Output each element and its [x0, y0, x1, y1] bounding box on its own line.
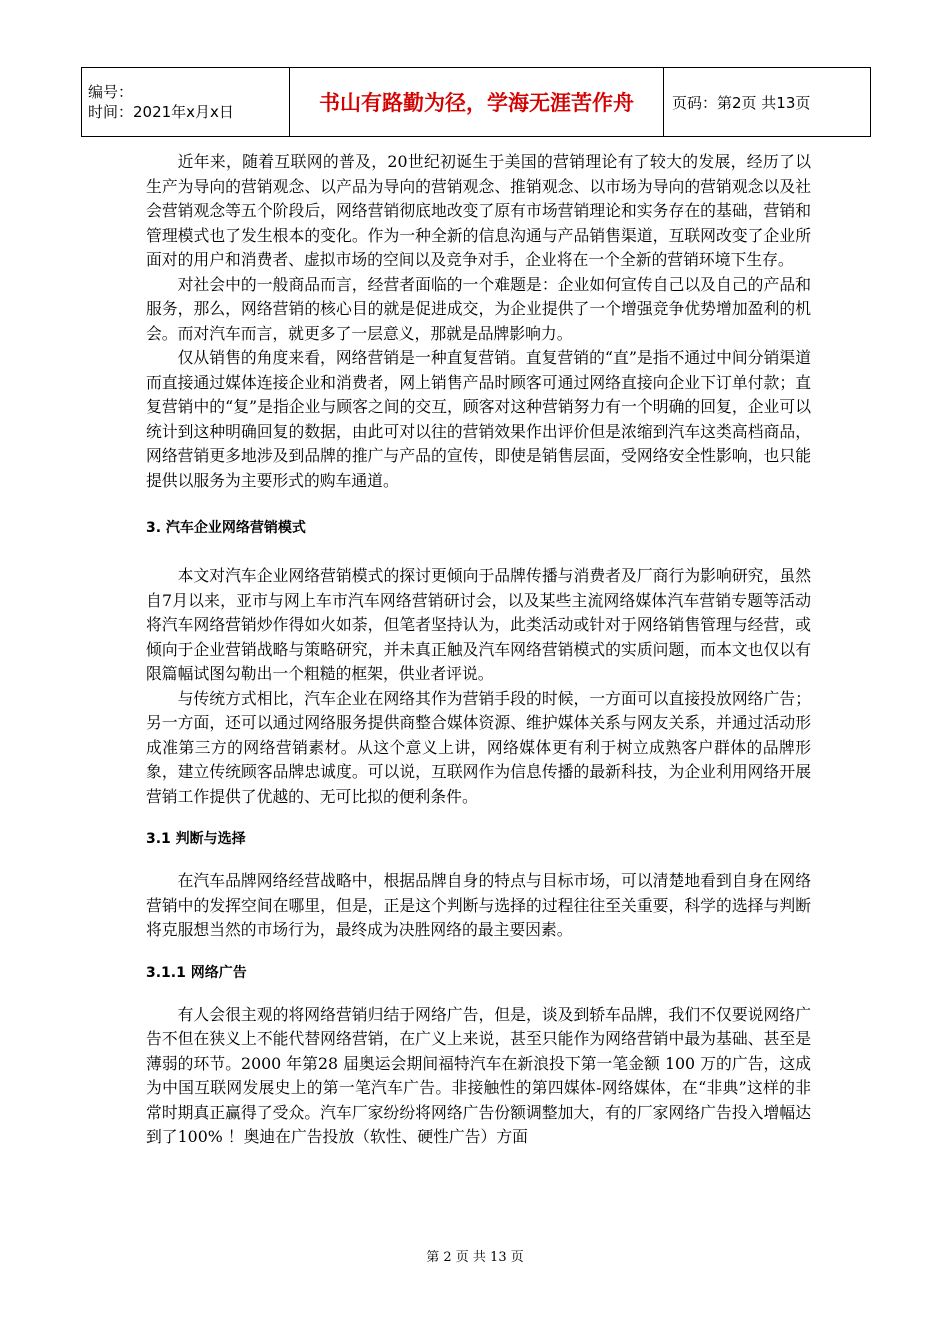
- paragraph: 近年来，随着互联网的普及，20世纪初诞生于美国的营销理论有了较大的发展，经历了以生产为导向的营销观念、以产品为导向的营销观念、推销观念、以市场为导向的营销观念以及社会营销观念等五个阶段后，网络营销彻底地改变了原有市场营销理论和实务存在的基础，营销和管理模式也了发生根本的变化。作为一种全新的信息沟通与产品销售渠道，互联网改变了企业所面对的用户和消费者、虚拟市场的空间以及竞争对手，企业将在一个全新的营销环境下生存。: [146, 152, 811, 269]
- paragraph: 有人会很主观的将网络营销归结于网络广告，但是，谈及到轿车品牌，我们不仅要说网络广告不但在狭义上不能代替网络营销，在广义上来说，甚至只能作为网络营销中最为基础、甚至是薄弱的环节。2000 年第28 届奥运会期间福特汽车在新浪投下第一笔金额 100 万的广告，这成为中国互联网发展史上的第一笔汽车广告。非接触性的第四媒体-网络媒体，在“非典”这样的非常时期真正赢得了受众。汽车厂家纷纷将网络广告份额调整加大，有的厂家网络广告投入增幅达到了100% ！奥迪在广告投放（软性、硬性广告）方面: [146, 1004, 811, 1146]
- page-footer: 第 2 页 共 13 页: [426, 1250, 524, 1265]
- header-table: [81, 67, 871, 137]
- document-time-label: 时间：2021年x月x日: [88, 103, 234, 121]
- paragraph: 在汽车品牌网络经营战略中，根据品牌自身的特点与目标市场，可以清楚地看到自身在网络营销中的发挥空间在哪里，但是，正是这个判断与选择的过程往往至关重要，科学的选择与判断将克服想当然的市场行为，最终成为决胜网络的最主要因素。: [146, 871, 811, 939]
- document-number-label: 编号：: [88, 83, 134, 101]
- paragraph: 与传统方式相比，汽车企业在网络其作为营销手段的时候，一方面可以直接投放网络广告；另一方面，还可以通过网络服务提供商整合媒体资源、维护媒体关系与网友关系，并通过活动形成准第三方的网络营销素材。从这个意义上讲，网络媒体更有利于树立成熟客户群体的品牌形象，建立传统顾客品牌忠诚度。可以说，互联网作为信息传播的最新科技，为企业利用网络开展营销工作提供了优越的、无可比拟的便利条件。: [146, 688, 811, 806]
- header-left-cell: [82, 68, 290, 137]
- header-page-info: 页码：第2页 共13页: [664, 68, 871, 137]
- paragraph: 本文对汽车企业网络营销模式的探讨更倾向于品牌传播与消费者及厂商行为影响研究，虽然自7月以来，亚市与网上车市汽车网络营销研讨会，以及某些主流网络媒体汽车营销专题等活动将汽车网络营销炒作得如火如荼，但笔者坚持认为，此类活动或针对于网络销售管理与经营，或倾向于企业营销战略与策略研究，并未真正触及汽车网络营销模式的实质问题，而本文也仅以有限篇幅试图勾勒出一个粗糙的框架，供业者评说。: [146, 566, 811, 683]
- paragraph: 对社会中的一般商品而言，经营者面临的一个难题是：企业如何宣传自己以及自己的产品和服务，那么，网络营销的核心目的就是促进成交，为企业提供了一个增强竞争优势增加盈利的机会。而对汽车而言，就更多了一层意义，那就是品牌影响力。: [146, 274, 811, 343]
- subsubsection-heading: 3.1.1 网络广告: [146, 964, 247, 981]
- header-motto: 书山有路勤为径，学海无涯苦作舟: [290, 68, 664, 137]
- document-body: [146, 150, 811, 1150]
- section-heading: 3. 汽车企业网络营销模式: [146, 520, 306, 536]
- paragraph: 仅从销售的角度来看，网络营销是一种直复营销。直复营销的“直”是指不通过中间分销渠道而直接通过媒体连接企业和消费者，网上销售产品时顾客可通过网络直接向企业下订单付款；直复营销中的“复”是指企业与顾客之间的交互，顾客对这种营销努力有一个明确的回复，企业可以统计到这种明确回复的数据，由此可对以往的营销效果作出评价但是浓缩到汽车这类高档商品，网络营销更多地涉及到品牌的推广与产品的宣传，即使是销售层面，受网络安全性影响，也只能提供以服务为主要形式的购车通道。: [146, 348, 811, 490]
- subsection-heading: 3.1 判断与选择: [146, 831, 246, 847]
